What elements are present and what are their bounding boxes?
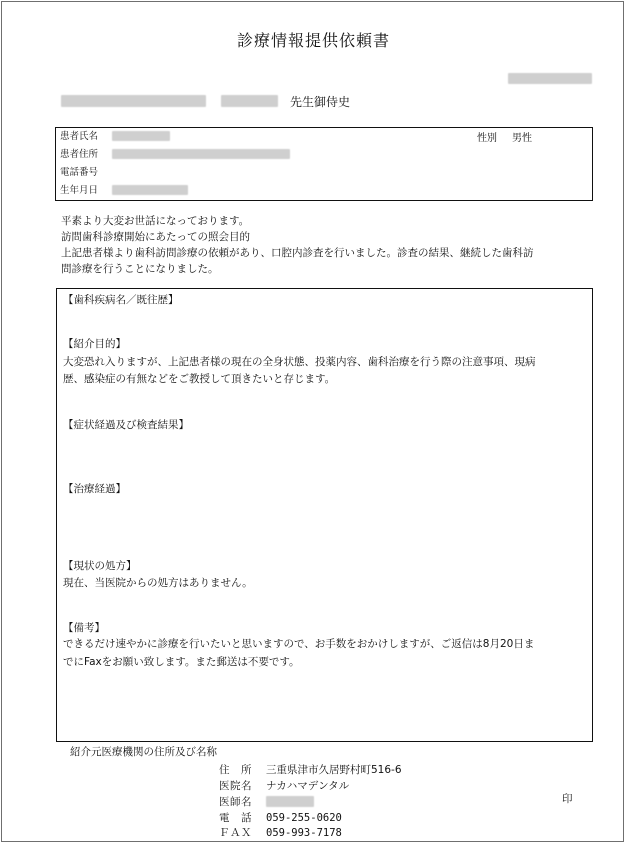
redacted-patient-name [112, 131, 170, 141]
document-title: 診療情報提供依頼書 [236, 31, 390, 50]
remarks-text-line: でにFaxをお願い致します。また郵送は不要です。 [63, 656, 300, 668]
intro-line: 訪問歯科診療開始にあたっての照会目的 [61, 231, 250, 243]
patient-phone-label: 電話番号 [60, 167, 99, 178]
referrer-address-label: 住 所 [219, 764, 252, 776]
referrer-phone-value: 059-255-0620 [266, 812, 342, 824]
purpose-heading: 【紹介目的】 [63, 338, 126, 350]
referrer-doctor-label: 医師名 [219, 796, 252, 808]
patient-sex-label: 性別 [477, 133, 497, 144]
patient-birthdate-label: 生年月日 [60, 185, 99, 196]
patient-sex-value: 男性 [512, 133, 532, 144]
prescription-heading: 【現状の処方】 [63, 560, 137, 572]
redacted-patient-address [112, 149, 290, 159]
redacted-patient-birthdate [112, 185, 188, 195]
document-page [1, 1, 624, 842]
symptoms-heading: 【症状経過及び検査結果】 [63, 419, 189, 431]
patient-info-box [55, 127, 593, 201]
referrer-fax-label: ＦＡＸ [219, 827, 252, 839]
redacted-recipient-doctor [221, 95, 278, 107]
addressee-suffix: 先生御侍史 [290, 95, 351, 109]
referrer-clinic-label: 医院名 [219, 780, 252, 792]
prescription-text: 現在、当医院からの処方はありません。 [63, 577, 253, 589]
seal-mark: 印 [562, 793, 573, 805]
referral-details-box [56, 288, 593, 742]
purpose-text-line: 大変恐れ入りますが、上記患者様の現在の全身状態、投薬内容、歯科治療を行う際の注意事項、現病 [63, 356, 536, 368]
referrer-heading: 紹介元医療機関の住所及び名称 [70, 746, 217, 758]
patient-address-label: 患者住所 [60, 149, 99, 160]
purpose-text-line: 歴、感染症の有無などをご教授して頂きたいと存じます。 [63, 373, 336, 385]
redacted-date [508, 73, 592, 84]
referrer-fax-value: 059-993-7178 [266, 827, 342, 839]
referrer-clinic-value: ナカハマデンタル [266, 780, 350, 792]
intro-line: 問診療を行うことになりました。 [61, 263, 219, 275]
remarks-text-line: できるだけ速やかに診療を行いたいと思いますので、お手数をおかけしますが、ご返信は8月20日ま [63, 638, 535, 650]
referrer-address-value: 三重県津市久居野村町516-6 [266, 764, 402, 776]
redacted-recipient-institution [61, 95, 206, 107]
intro-line: 上記患者様より歯科訪問診療の依頼があり、口腔内診査を行いました。診査の結果、継続した歯科訪 [61, 247, 534, 259]
referrer-phone-label: 電 話 [219, 812, 252, 824]
diagnosis-heading: 【歯科疾病名／既往歴】 [63, 294, 179, 306]
treatment-heading: 【治療経過】 [63, 483, 126, 495]
redacted-doctor-name [266, 796, 314, 807]
intro-line: 平素より大変お世話になっております。 [61, 215, 250, 227]
patient-name-label: 患者氏名 [60, 131, 99, 142]
remarks-heading: 【備考】 [63, 622, 105, 634]
